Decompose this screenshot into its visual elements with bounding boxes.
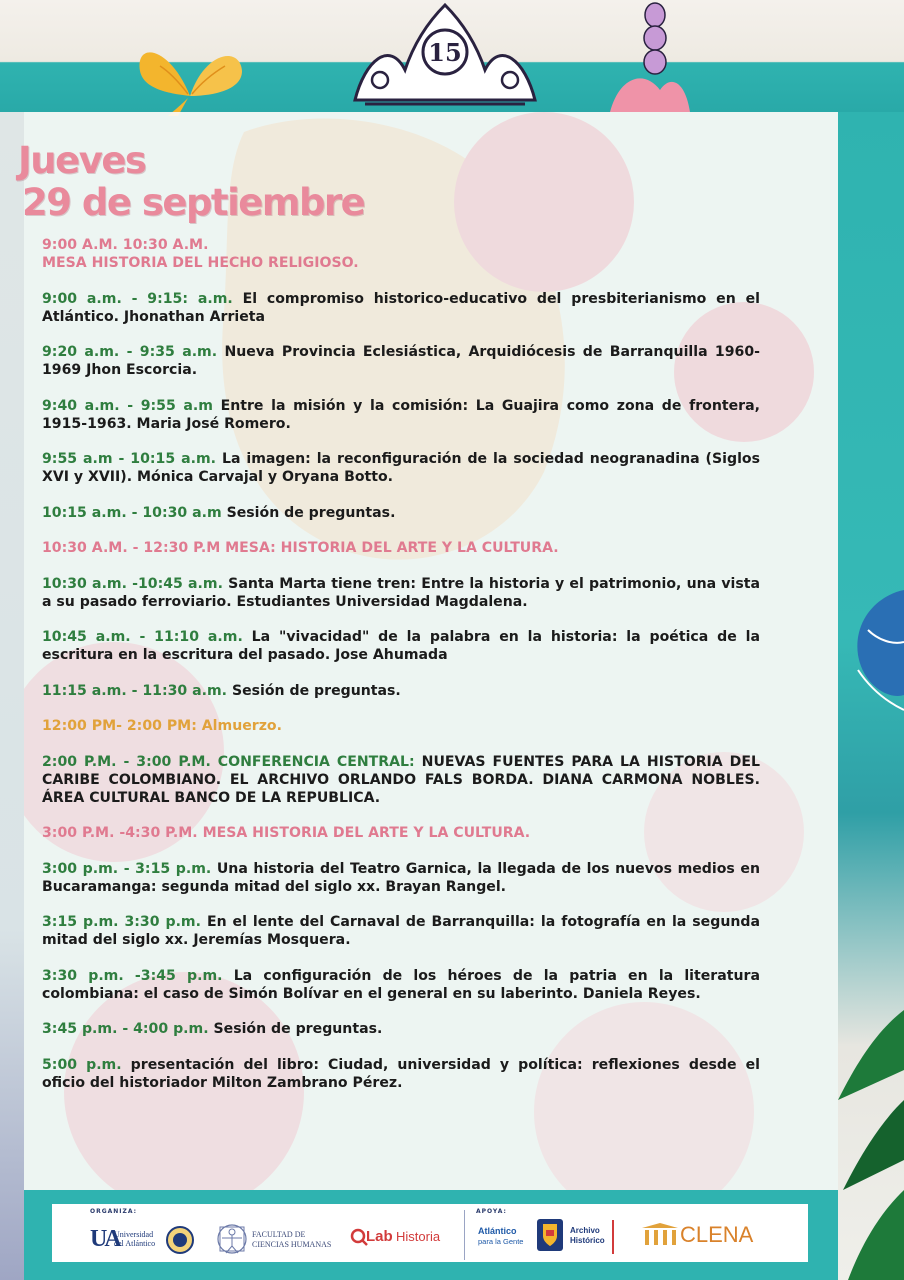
schedule-entry — [42, 575, 760, 611]
schedule-entry — [42, 397, 760, 433]
sponsor-footer — [52, 1204, 808, 1262]
schedule-entry — [42, 343, 760, 379]
crown-number: 15 — [428, 38, 462, 67]
archivo-line1: Archivo — [570, 1226, 600, 1235]
entry-time: 3:45 p.m. - 4:00 p.m. — [42, 1021, 209, 1037]
entry-text: Nueva Provincia Eclesiástica, Arquidiócesis de Barranquilla 1960-1969 Jhon Escorcia. — [42, 344, 760, 378]
entry-text: Santa Marta tiene tren: Entre la historia y el patrimonio, una vista a su pasado ferroviario. Estudiantes Universidad Magdalena. — [42, 575, 760, 610]
ua-mark: UA — [90, 1226, 119, 1252]
archivo-line2: Histórico — [570, 1236, 605, 1245]
schedule-entry — [42, 290, 760, 326]
entry-time: 2:00 P.M. - 3:00 P.M. CONFERENCIA CENTRAL: — [42, 753, 415, 770]
blue-bird-decoration — [838, 570, 904, 750]
title-date: 29 de septiembre — [22, 181, 365, 224]
entry-text: Sesión de preguntas. — [226, 504, 396, 521]
footer-divider — [464, 1210, 465, 1260]
entry-text: La configuración de los héroes de la patria en la literatura colombiana: el caso de Simón Bolívar en el general en su laberinto. Daniela Reyes. — [42, 967, 760, 1002]
entry-time: 3:15 p.m. 3:30 p.m. — [42, 914, 201, 930]
ua-line2: del Atlántico — [114, 1239, 156, 1248]
ua-line1: Universidad — [114, 1230, 154, 1239]
title-weekday: Jueves — [18, 139, 146, 182]
schedule-entry — [42, 967, 760, 1003]
entry-text: Sesión de preguntas. — [231, 682, 401, 699]
schedule-entry — [42, 450, 760, 486]
entry-text: La "vivacidad" de la palabra en la historia: la poética de la escritura en la escritura del pasado. Jose Ahumada — [42, 629, 760, 663]
entry-text: MESA HISTORIA DEL ARTE Y LA CULTURA. — [202, 825, 531, 841]
entry-time: 10:45 a.m. - 11:10 a.m. — [42, 629, 243, 645]
entry-text: Almuerzo. — [201, 718, 282, 734]
vitruvian-icon — [216, 1222, 248, 1256]
schedule-entry — [42, 860, 760, 896]
entry-text: presentación del libro: Ciudad, universidad y política: reflexiones desde el oficio del historiador Milton Zambrano Pérez. — [42, 1056, 760, 1091]
facultad-line2: CIENCIAS HUMANAS — [252, 1240, 332, 1249]
page-title — [18, 140, 364, 224]
lavender-flower-decoration — [600, 0, 690, 112]
entry-text: MESA: HISTORIA DEL ARTE Y LA CULTURA. — [225, 540, 559, 556]
schedule-entry — [42, 682, 760, 700]
archivo-divider — [612, 1220, 614, 1254]
schedule-entry — [42, 913, 760, 949]
entry-text: NUEVAS FUENTES PARA LA HISTORIA DEL CARIBE COLOMBIANO. EL ARCHIVO ORLANDO FALS BORDA. DIANA CARMONA NOBLES. ÁREA CULTURAL BANCO DE LA REPUBLICA. — [42, 753, 760, 806]
entry-text: La imagen: la reconfiguración de la sociedad neogranadina (Siglos XVI y XVII). Mónica Carvajal y Oryana Botto. — [42, 451, 760, 485]
entry-time: 5:00 p.m. — [42, 1056, 122, 1073]
entry-text: El compromiso historico-educativo del presbiterianismo en el Atlántico. Jhonathan Arrieta — [42, 290, 760, 325]
entry-time: 3:00 P.M. -4:30 P.M. — [42, 825, 198, 841]
apoya-label: APOYA: — [476, 1208, 507, 1215]
schedule-entry — [42, 824, 760, 842]
facultad-line1: FACULTAD DE — [252, 1230, 306, 1239]
schedule-entry — [42, 539, 760, 557]
schedule-entry — [42, 1020, 760, 1038]
atlantico-line2: para la Gente — [478, 1237, 524, 1246]
schedule-entry — [42, 753, 760, 807]
entry-time: 3:00 p.m. - 3:15 p.m. — [42, 860, 212, 877]
seal-icon — [166, 1226, 194, 1254]
entry-text: Una historia del Teatro Garnica, la llegada de los nuevos medios en Bucaramanga: segunda mitad del siglo xx. Brayan Rangel. — [42, 860, 760, 895]
entry-time: 12:00 PM- 2:00 PM: — [42, 718, 197, 734]
left-edge-background — [0, 112, 24, 1280]
universidad-atlantico-logo — [90, 1226, 200, 1256]
organiza-label: ORGANIZA: — [90, 1208, 138, 1215]
facultad-logo — [216, 1222, 346, 1256]
entry-time: 9:00 a.m. - 9:15: a.m. — [42, 290, 233, 307]
atlantico-line1: Atlántico — [478, 1226, 517, 1236]
gobernacion-shield-icon — [536, 1218, 564, 1252]
lab-text: Lab — [366, 1228, 393, 1245]
entry-text: En el lente del Carnaval de Barranquilla: la fotografía en la segunda mitad del siglo xx. Jeremías Mosquera. — [42, 914, 760, 948]
entry-text: Entre la misión y la comisión: La Guajira como zona de frontera, 1915-1963. Maria José Romero. — [42, 397, 760, 432]
entry-time: 10:30 a.m. -10:45 a.m. — [42, 575, 223, 592]
columns-icon — [640, 1222, 680, 1248]
entry-text: Sesión de preguntas. — [213, 1021, 383, 1037]
schedule-entry — [42, 1056, 760, 1092]
entry-time: 9:55 a.m - 10:15 a.m. — [42, 451, 217, 467]
schedule-entry — [42, 628, 760, 664]
entry-text: MESA HISTORIA DEL HECHO RELIGIOSO. — [42, 255, 359, 271]
entry-time: 10:30 A.M. - 12:30 P.M — [42, 540, 221, 556]
historia-text: Historia — [396, 1229, 441, 1244]
entry-time: 9:00 A.M. 10:30 A.M. — [42, 237, 209, 253]
entry-time: 10:15 a.m. - 10:30 a.m — [42, 504, 222, 521]
archivo-historico-logo — [536, 1218, 626, 1258]
clena-logo — [640, 1218, 770, 1258]
entry-time: 9:20 a.m. - 9:35 a.m. — [42, 344, 218, 360]
clena-name: CLENA — [680, 1222, 754, 1247]
schedule-entry — [42, 717, 760, 735]
entry-time: 11:15 a.m. - 11:30 a.m. — [42, 682, 228, 699]
schedule-entry — [42, 504, 760, 522]
atlantico-gente-logo — [478, 1226, 534, 1252]
entry-time: 9:40 a.m. - 9:55 a.m — [42, 397, 213, 414]
palm-leaves-decoration — [838, 990, 904, 1280]
schedule-entry — [42, 236, 760, 272]
crown-decoration — [345, 0, 545, 112]
butterfly-decoration — [130, 36, 250, 116]
schedule-list — [42, 236, 760, 1109]
lab-historia-logo — [350, 1226, 450, 1252]
entry-time: 3:30 p.m. -3:45 p.m. — [42, 967, 223, 984]
